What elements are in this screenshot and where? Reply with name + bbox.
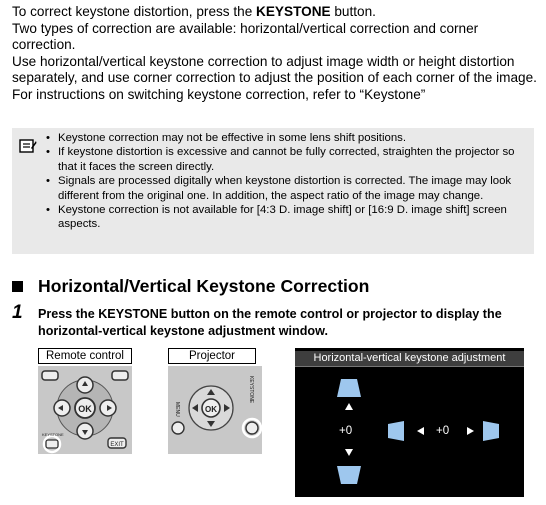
note-item: • Keystone correction may not be effective in some lens shift positions.: [46, 131, 530, 145]
intro-para-2: Two types of correction are available: horizontal/vertical correction and corner correction.: [12, 20, 479, 53]
bottom-keystone-shape: [337, 466, 361, 484]
remote-control-label: Remote control: [38, 348, 132, 364]
projector-drawing: [168, 366, 262, 454]
right-arrow-icon: [467, 427, 474, 435]
projector-image: [168, 366, 262, 454]
remote-control-drawing: [38, 366, 132, 454]
left-arrow-icon: [417, 427, 424, 435]
projector-label: Projector: [168, 348, 256, 364]
left-keystone-shape: [388, 421, 404, 441]
vertical-value: +0: [339, 425, 353, 437]
up-arrow-icon: [345, 403, 353, 410]
osd-shapes: [295, 348, 524, 497]
intro-para-4: For instructions on switching keystone correction, refer to “Keystone”: [12, 86, 426, 102]
keystone-adjustment-window: [295, 348, 524, 497]
top-keystone-shape: [337, 379, 361, 397]
horizontal-value: +0: [436, 425, 450, 437]
note-box: [12, 128, 534, 254]
note-list: [46, 131, 530, 232]
section-square-icon: [12, 281, 23, 292]
osd-title: Horizontal-vertical keystone adjustment: [295, 351, 524, 367]
projector-ok-label: OK: [205, 405, 217, 414]
keystone-keyword: KEYSTONE: [256, 4, 331, 19]
intro-line-1: To correct keystone distortion, press the KEYSTONE button.: [12, 4, 376, 19]
step-number: 1: [12, 302, 23, 323]
projector-menu-label: MENU: [174, 402, 180, 417]
remote-ok-label: OK: [78, 404, 92, 414]
note-item: • If keystone distortion is excessive and cannot be fully corrected, straighten the projector so that it faces the screen directly.: [46, 145, 530, 174]
intro-para-3: Use horizontal/vertical keystone correction to adjust image width or height distortion separately, and use corner correction to adjust the position of each corner of the image.: [12, 53, 537, 86]
note-item: • Signals are processed digitally when keystone distortion is corrected. The image may look different from the original one. In addition, the aspect ratio of the image may change.: [46, 174, 530, 203]
intro-text: [12, 4, 538, 104]
step-text: Press the KEYSTONE button on the remote control or projector to display the horizontal-vertical keystone adjustment window.: [38, 307, 502, 338]
projector-keystone-label: KEYSTONE: [248, 376, 254, 404]
remote-control-image: [38, 366, 132, 454]
note-icon: [19, 138, 37, 154]
down-arrow-icon: [345, 449, 353, 456]
section-heading: [12, 276, 532, 298]
note-item: • Keystone correction is not available for [4:3 D. image shift] or [16:9 D. image shift] screen aspects.: [46, 203, 530, 232]
right-keystone-shape: [483, 421, 499, 441]
section-title: Horizontal/Vertical Keystone Correction: [38, 276, 370, 296]
remote-exit-label: EXIT: [110, 442, 124, 448]
remote-keystone-label: KEYSTONE: [42, 432, 64, 437]
